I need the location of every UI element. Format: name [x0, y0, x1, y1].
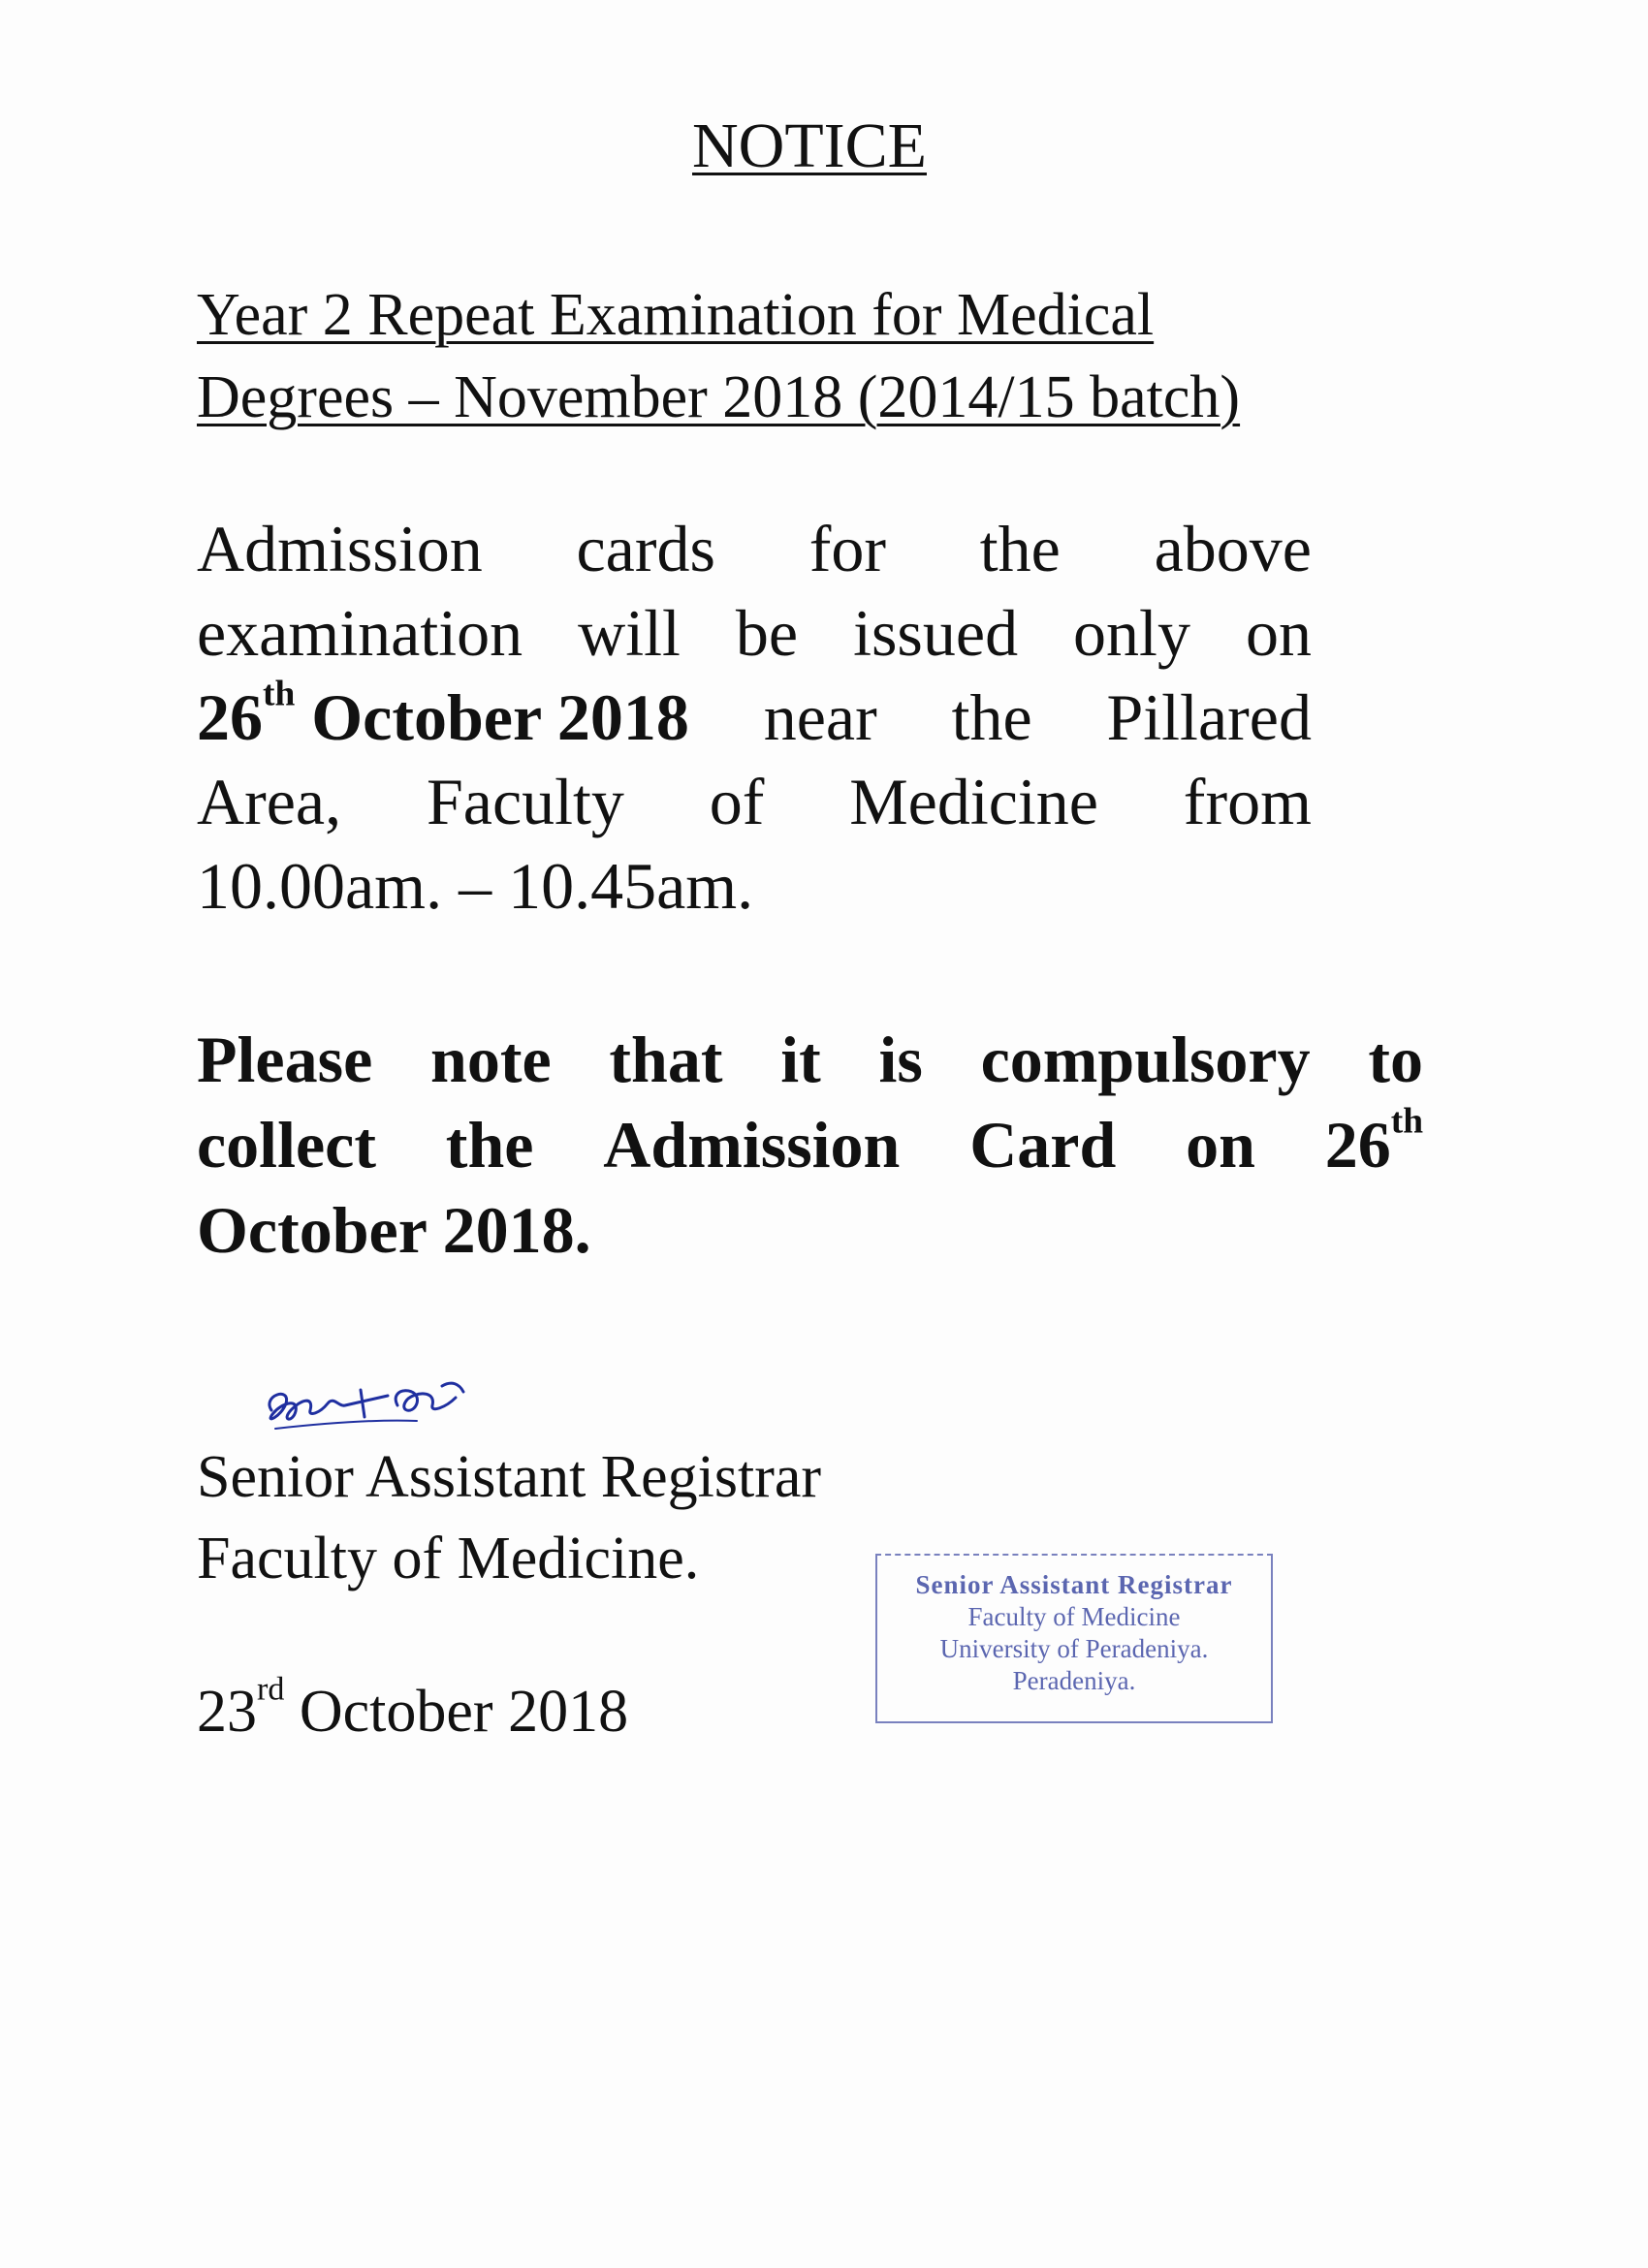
body-word: will [578, 596, 681, 670]
stamp-line: Senior Assistant Registrar [915, 1570, 1233, 1599]
note-word: on [1186, 1108, 1255, 1181]
note-word: compulsory [980, 1023, 1311, 1096]
body-word: Area, [197, 765, 342, 838]
body-word: near [763, 680, 877, 754]
signatory-block [197, 1436, 821, 1599]
notice-body [197, 507, 1312, 929]
note-word: Card [969, 1108, 1117, 1181]
note-date-rest: October 2018. [197, 1193, 591, 1267]
notice-subject [197, 274, 1418, 439]
body-word: the [979, 512, 1061, 585]
note-word: that [609, 1023, 723, 1096]
note-word: Admission [603, 1108, 901, 1181]
issue-date-day: 26 [197, 680, 263, 754]
issue-date-suffix: th [263, 674, 296, 714]
note-line-1 [197, 1017, 1423, 1102]
issue-time: 10.00am. – 10.45am. [197, 849, 754, 923]
note-line-3 [197, 1187, 1423, 1273]
note-word: Please [197, 1023, 373, 1096]
notice-date-suffix: rd [257, 1671, 285, 1708]
body-word: be [735, 596, 799, 670]
signatory-faculty: Faculty of Medicine. [197, 1526, 700, 1591]
compulsory-note [197, 1017, 1423, 1273]
note-line-2 [197, 1102, 1423, 1187]
body-line-3 [197, 676, 1312, 760]
body-line-2 [197, 591, 1312, 676]
issue-date [197, 676, 689, 760]
note-word: is [878, 1023, 923, 1096]
note-word: the [445, 1108, 534, 1181]
body-line-4 [197, 760, 1312, 844]
notice-date-day: 23 [197, 1679, 257, 1745]
subject-line-2: Degrees – November 2018 (2014/15 batch) [197, 364, 1241, 430]
subject-line-1: Year 2 Repeat Examination for Medical [197, 282, 1155, 348]
body-word: issued [853, 596, 1019, 670]
notice-date [197, 1671, 628, 1752]
body-word: of [709, 765, 765, 838]
stamp-line: Faculty of Medicine [967, 1602, 1181, 1631]
note-date [1325, 1102, 1423, 1187]
body-word: examination [197, 596, 523, 670]
note-date-suffix: th [1390, 1101, 1423, 1142]
body-line-5 [197, 844, 1312, 929]
body-word: only [1073, 596, 1190, 670]
body-word: cards [576, 512, 715, 585]
issue-date-rest: October 2018 [295, 680, 689, 754]
stamp-line: Peradeniya. [1012, 1666, 1136, 1695]
note-word: to [1368, 1023, 1423, 1096]
notice-title: NOTICE [692, 110, 927, 181]
body-word: the [951, 680, 1032, 754]
note-word: note [430, 1023, 552, 1096]
note-date-day: 26 [1324, 1108, 1391, 1181]
body-word: Faculty [426, 765, 624, 838]
notice-date-rest: October 2018 [284, 1679, 629, 1745]
body-word: from [1183, 765, 1312, 838]
stamp-line: University of Peradeniya. [939, 1634, 1209, 1663]
signatory-title: Senior Assistant Registrar [197, 1444, 822, 1510]
body-line-1 [197, 507, 1312, 591]
body-word: above [1154, 512, 1312, 585]
body-word: Medicine [849, 765, 1098, 838]
body-word: Pillared [1106, 680, 1312, 754]
handwritten-signature [252, 1357, 485, 1434]
body-word: on [1245, 596, 1312, 670]
note-word: it [780, 1023, 821, 1096]
body-word: Admission [197, 512, 483, 585]
body-word: for [808, 512, 886, 585]
note-word: collect [197, 1108, 376, 1181]
official-stamp [875, 1554, 1273, 1723]
